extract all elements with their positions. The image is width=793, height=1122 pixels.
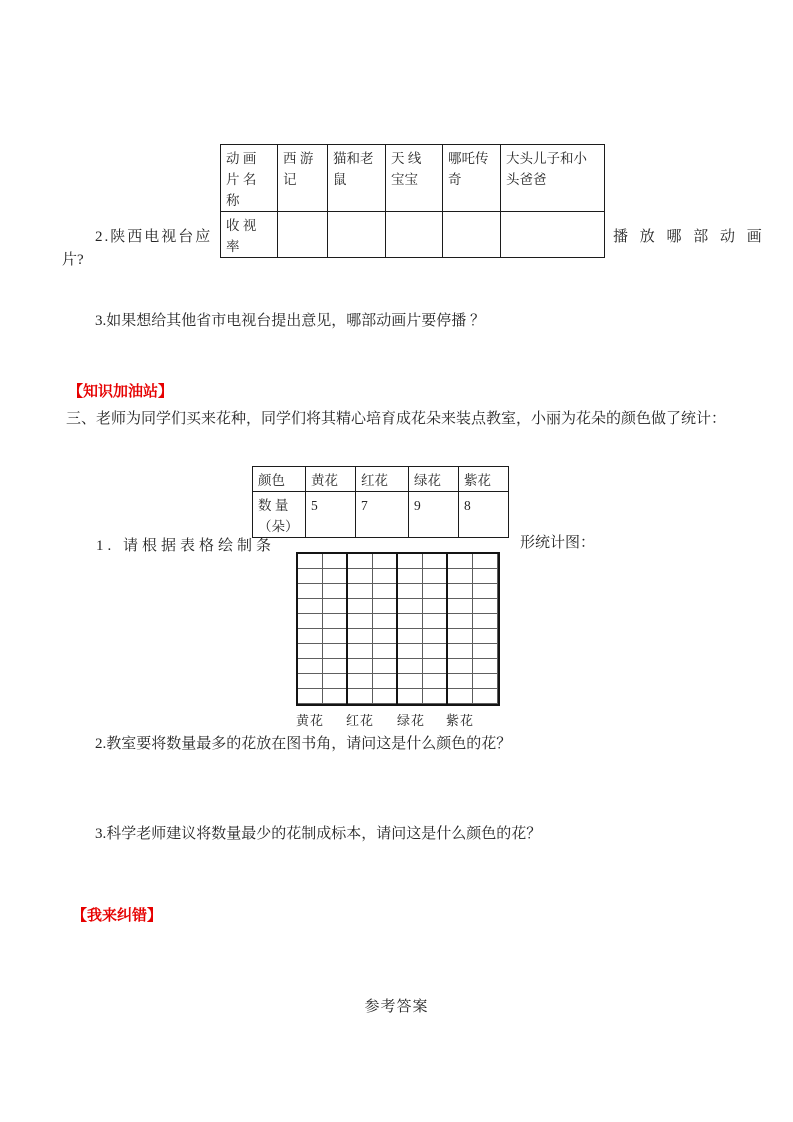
knowledge-station-heading: 【知识加油站】 (68, 384, 174, 400)
show-cell: 大头儿子和小头爸爸 (501, 145, 605, 212)
question-3-text: 3.如果想给其他省市电视台提出意见，哪部动画片要停播 ？ (95, 313, 486, 329)
question-2-text-right: 播 放 哪 部 动 画 (613, 229, 766, 245)
question-1-text-right: 形统计图： (520, 535, 596, 551)
rating-value-cell (328, 212, 386, 258)
reference-answers-title: 参考答案 (364, 999, 429, 1015)
table-row (221, 145, 605, 212)
rating-value-cell (386, 212, 443, 258)
rating-value-cell (501, 212, 605, 258)
flower-question-2-text: 2.教室要将数量最多的花放在图书角，请问这是什么颜色的花？ (95, 736, 512, 752)
show-cell: 天 线 宝宝 (386, 145, 443, 212)
flower-header-cell: 紫花 (459, 467, 509, 492)
color-header-cell: 颜色 (253, 467, 306, 492)
flower-header-cell: 绿花 (409, 467, 459, 492)
show-cell: 西 游 记 (278, 145, 328, 212)
question-2-text-wrap: 片? (62, 252, 84, 268)
show-cell: 猫和老鼠 (328, 145, 386, 212)
grid-category-separator (396, 552, 398, 706)
bar-chart-drawing-grid (296, 552, 500, 706)
table-row (221, 212, 605, 258)
animation-ratings-table (220, 144, 605, 258)
grid-category-separator (346, 552, 348, 706)
quantity-value-cell: 8 (459, 492, 509, 538)
flower-color-table (252, 466, 509, 538)
anim-name-header-cell: 动 画 片 名 称 (221, 145, 278, 212)
grid-label-green: 绿花 (396, 713, 425, 728)
rating-header-cell: 收 视 率 (221, 212, 278, 258)
grid-category-separator (446, 552, 448, 706)
rating-value-cell (278, 212, 328, 258)
grid-label-red: 红花 (345, 713, 374, 728)
correction-heading: 【我来纠错】 (72, 908, 163, 924)
flower-header-cell: 红花 (356, 467, 409, 492)
show-cell: 哪吒传奇 (443, 145, 501, 212)
flower-header-cell: 黄花 (306, 467, 356, 492)
quantity-value-cell: 9 (409, 492, 459, 538)
flower-intro-text: 三、老师为同学们买来花种，同学们将其精心培育成花朵来装点教室，小丽为花朵的颜色做了统计： (66, 411, 727, 427)
quantity-value-cell: 7 (356, 492, 409, 538)
grid-label-purple: 紫花 (445, 713, 474, 728)
quantity-value-cell: 5 (306, 492, 356, 538)
question-2-text-left: 2.陕西电视台应 (95, 229, 213, 245)
grid-label-yellow: 黄花 (295, 713, 324, 728)
question-1-text-left: 1. 请根据表格绘制条 (96, 538, 276, 554)
rating-value-cell (443, 212, 501, 258)
quantity-header-cell: 数 量（朵） (253, 492, 306, 538)
table-row (253, 492, 509, 538)
flower-question-3-text: 3.科学老师建议将数量最少的花制成标本，请问这是什么颜色的花？ (95, 826, 542, 842)
table-row (253, 467, 509, 492)
